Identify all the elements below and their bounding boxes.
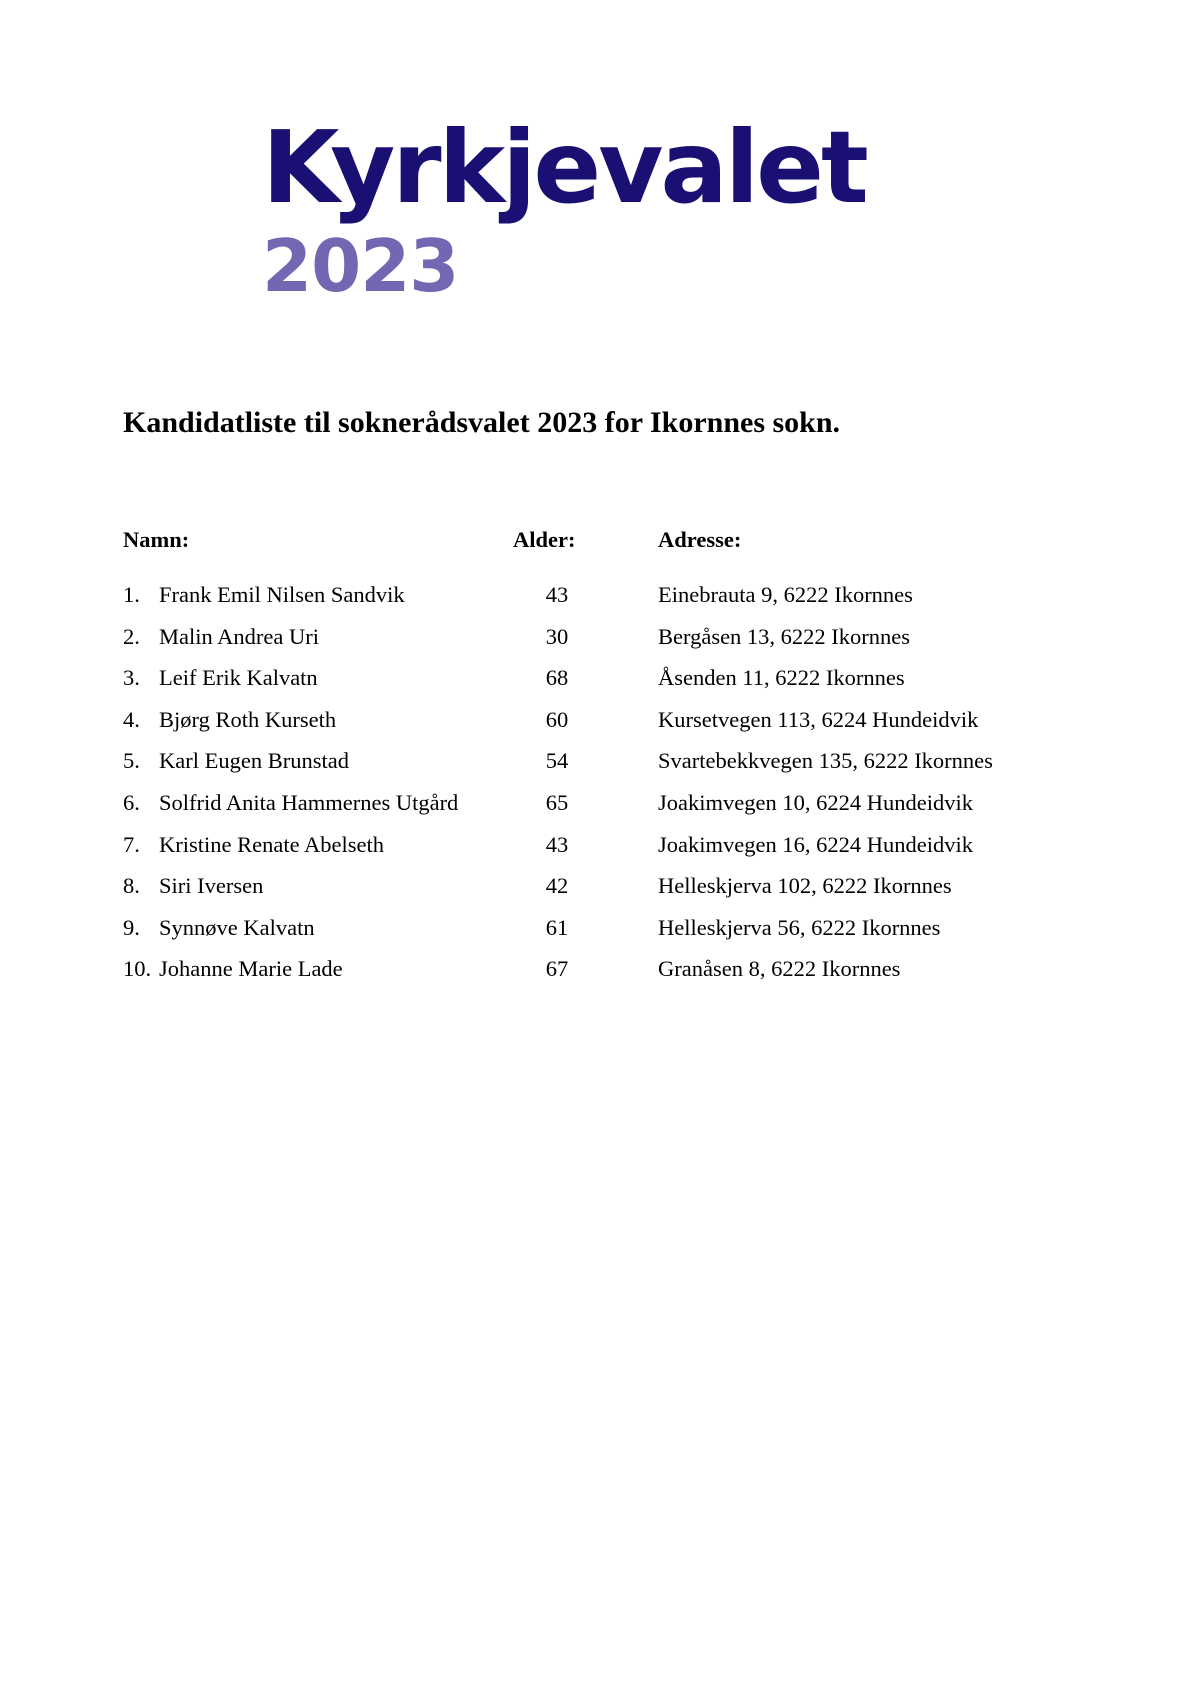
row-number: 2. (123, 623, 140, 649)
kyrkjevalet-logo (262, 109, 866, 308)
logo-wordmark: Kyrkjevalet (262, 109, 866, 226)
header-name: Namn: (123, 527, 190, 552)
candidate-address: Joakimvegen 16, 6224 Hundeidvik (658, 831, 973, 857)
header-age: Alder: (513, 527, 576, 552)
table-row (123, 915, 1023, 957)
candidate-age: 61 (545, 914, 569, 940)
table-row (123, 748, 1023, 790)
candidate-table (123, 527, 1023, 998)
candidate-name: Kristine Renate Abelseth (159, 831, 384, 857)
candidate-name: Synnøve Kalvatn (159, 914, 315, 940)
candidate-name: Malin Andrea Uri (159, 623, 319, 649)
candidate-age: 30 (545, 623, 569, 649)
candidate-name: Siri Iversen (159, 873, 264, 899)
candidate-name: Frank Emil Nilsen Sandvik (159, 582, 405, 607)
candidate-name: Karl Eugen Brunstad (159, 748, 349, 774)
candidate-address: Granåsen 8, 6222 Ikornnes (658, 956, 901, 982)
candidate-age: 54 (545, 748, 569, 774)
row-number: 10. (123, 956, 152, 982)
row-number: 9. (123, 914, 140, 940)
candidate-address: Åsenden 11, 6222 Ikornnes (658, 665, 905, 691)
row-number: 8. (123, 873, 140, 899)
table-row (123, 790, 1023, 832)
candidate-name: Bjørg Roth Kurseth (159, 706, 337, 732)
row-number: 5. (123, 748, 140, 774)
candidate-age: 60 (545, 706, 569, 732)
row-number: 7. (123, 831, 140, 857)
candidate-age: 65 (545, 789, 569, 815)
candidate-address: Svartebekkvegen 135, 6222 Ikornnes (658, 748, 993, 774)
candidate-address: Einebrauta 9, 6222 Ikornnes (658, 582, 913, 607)
row-number: 4. (123, 706, 140, 732)
table-row (123, 707, 1023, 749)
candidate-address: Joakimvegen 10, 6224 Hundeidvik (658, 789, 973, 815)
table-row (123, 665, 1023, 707)
candidate-age: 43 (545, 582, 569, 607)
row-number: 3. (123, 665, 140, 691)
candidate-address: Kursetvegen 113, 6224 Hundeidvik (658, 706, 979, 732)
header-address: Adresse: (658, 527, 742, 552)
logo-year: 2023 (262, 224, 459, 308)
candidate-age: 42 (545, 873, 569, 899)
candidate-name: Leif Erik Kalvatn (159, 665, 318, 691)
candidate-name: Solfrid Anita Hammernes Utgård (159, 789, 459, 815)
row-number: 6. (123, 789, 140, 815)
candidate-age: 43 (545, 831, 569, 857)
candidate-age: 68 (545, 665, 569, 691)
row-number: 1. (123, 582, 140, 607)
table-row (123, 832, 1023, 874)
table-row (123, 873, 1023, 915)
table-row (123, 624, 1023, 666)
candidate-address: Helleskjerva 56, 6222 Ikornnes (658, 914, 941, 940)
table-row (123, 956, 1023, 998)
page-title: Kandidatliste til soknerådsvalet 2023 for Ikornnes sokn. (123, 406, 841, 439)
candidate-address: Bergåsen 13, 6222 Ikornnes (658, 623, 911, 649)
candidate-name: Johanne Marie Lade (159, 956, 343, 982)
table-row (123, 582, 1023, 624)
candidate-address: Helleskjerva 102, 6222 Ikornnes (658, 873, 952, 899)
table-header-row (123, 527, 1023, 582)
candidate-age: 67 (545, 956, 569, 982)
